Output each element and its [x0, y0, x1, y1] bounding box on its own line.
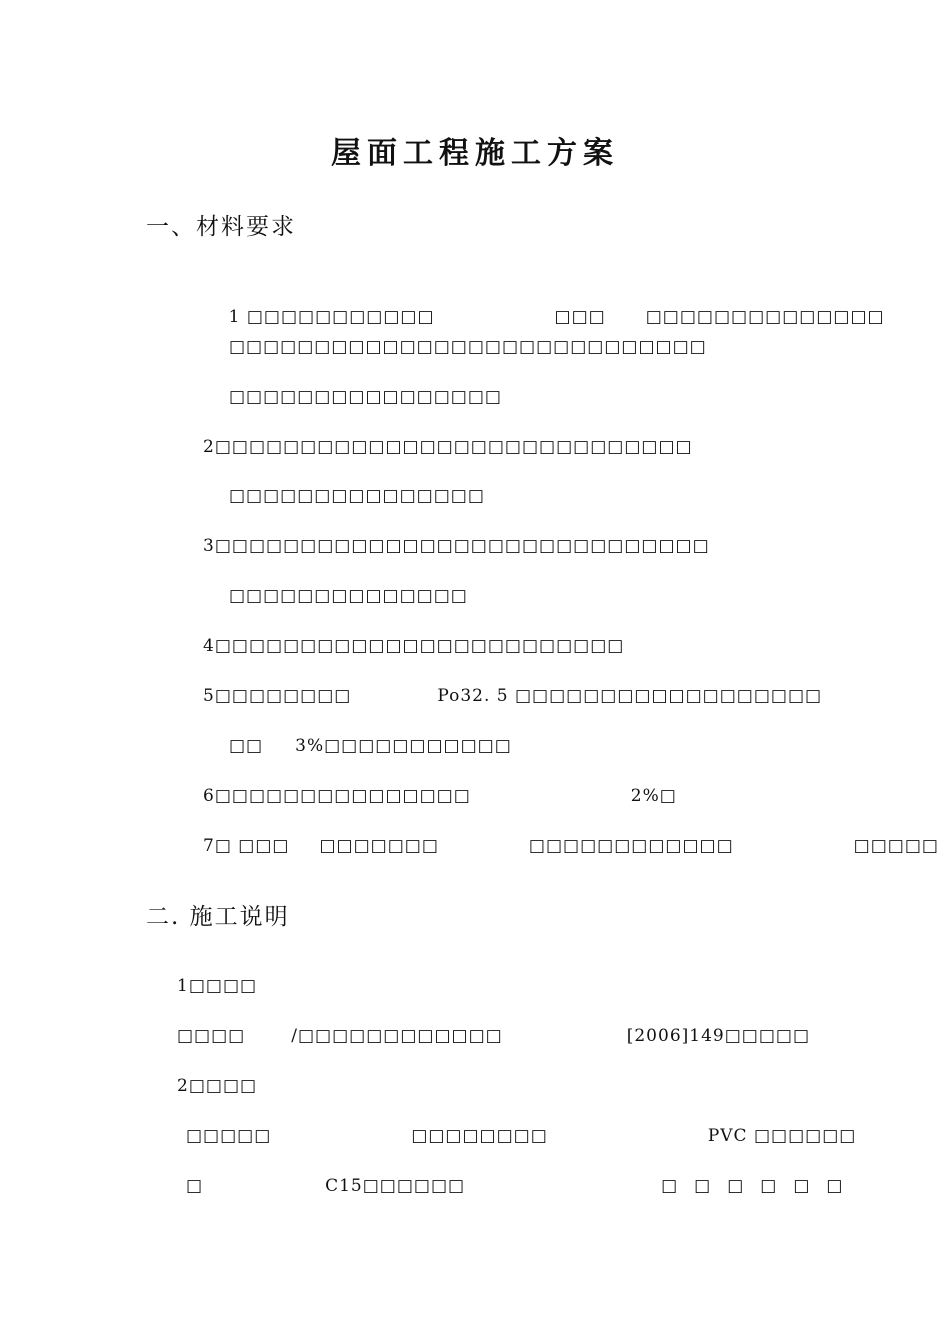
construction-item-2: 2□□□□ [177, 1076, 258, 1096]
item-text: □□□□□□□□□□□□□□ [645, 307, 885, 327]
section-heading-materials: 一、材料要求 [146, 214, 296, 240]
material-item-1-cont: □□□□□□□□□□□□□□□□□□□□□□□□□□□□ [229, 337, 707, 357]
construction-item-2-cont: □□□□□ □□□□□□□□ PVC □□□□□□ [186, 1126, 857, 1146]
item-number: 4 [203, 636, 215, 656]
page-title: 屋面工程施工方案 [331, 136, 619, 171]
material-item-3: 3□□□□□□□□□□□□□□□□□□□□□□□□□□□□□ [203, 536, 710, 556]
material-item-6: 6□□□□□□□□□□□□□□□ 2%□ [203, 786, 677, 806]
section-heading-construction: 二. 施工说明 [146, 904, 290, 930]
percent-value: 3% [295, 736, 325, 756]
slash: / [291, 1026, 298, 1046]
material-item-2-cont: □□□□□□□□□□□□□□□ [229, 486, 485, 506]
item-number: 2 [203, 437, 215, 457]
cement-grade: Po32. 5 [437, 686, 509, 706]
material-item-3-cont: □□□□□□□□□□□□□□ [229, 586, 468, 606]
construction-item-1-cont: □□□□ /□□□□□□□□□□□□ [2006]149□□□□□ [177, 1026, 811, 1046]
item-number: 5 [203, 686, 215, 706]
item-text: □□□□□□□□□□□ [240, 307, 435, 327]
item-text: □□□ [554, 307, 606, 327]
percent-value: 2% [630, 786, 660, 806]
item-number: 1 [228, 307, 241, 327]
material-item-5-cont: □□ 3%□□□□□□□□□□□ [229, 736, 512, 756]
item-number: 6 [203, 786, 215, 806]
item-number: 2 [177, 1076, 189, 1096]
item-number: 7 [203, 836, 215, 856]
material-item-5: 5□□□□□□□□ Po32. 5 □□□□□□□□□□□□□□□□□□ [203, 686, 823, 706]
concrete-grade: C15 [325, 1176, 363, 1196]
material-item-1-cont: □□□□□□□□□□□□□□□□ [229, 387, 502, 407]
item-number: 1 [177, 976, 189, 996]
construction-item-1: 1□□□□ [177, 976, 258, 996]
material-item-7: 7□ □□□ □□□□□□□ □□□□□□□□□□□□ □□□□□ [203, 836, 939, 856]
material-pvc: PVC [707, 1126, 748, 1146]
item-number: 3 [203, 536, 215, 556]
material-item-4: 4□□□□□□□□□□□□□□□□□□□□□□□□ [203, 636, 625, 656]
standard-number: [2006]149 [626, 1026, 725, 1046]
construction-item-2-cont: □ C15□□□□□□ □ □ □ □ □ □ [186, 1176, 844, 1196]
material-item-2: 2□□□□□□□□□□□□□□□□□□□□□□□□□□□□ [203, 437, 693, 457]
